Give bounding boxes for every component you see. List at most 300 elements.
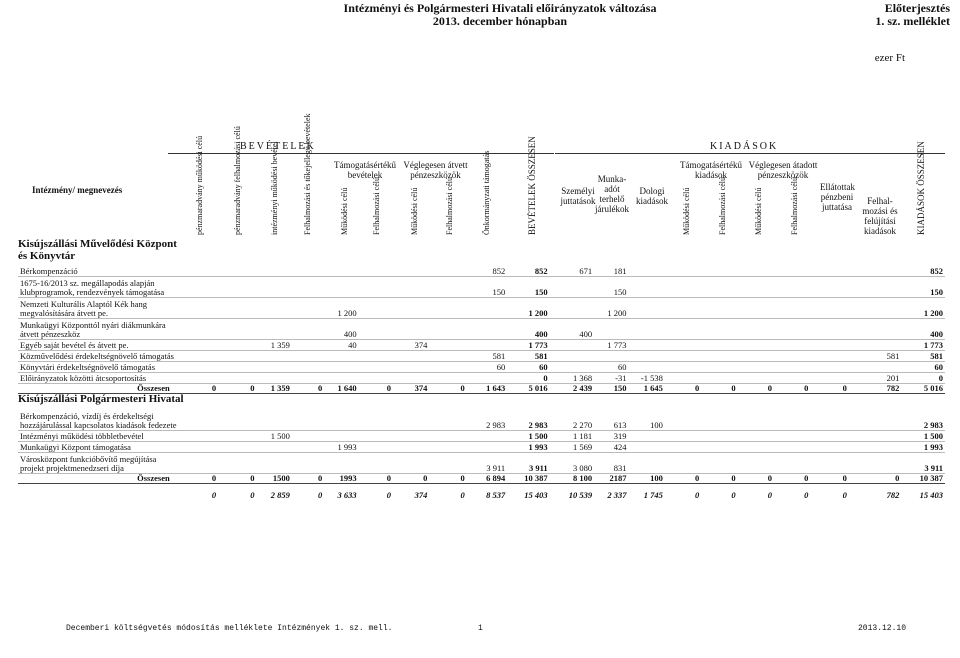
cell-value xyxy=(359,410,393,431)
cell-value xyxy=(292,362,324,373)
cell-value xyxy=(324,351,358,362)
total-value: 0 xyxy=(218,474,256,484)
cell-value xyxy=(550,362,594,373)
cell-value xyxy=(774,277,810,298)
row-label: Közművelődési érdekeltségnövelő támogatás xyxy=(18,351,180,362)
cell-value: 100 xyxy=(628,410,664,431)
cell-value: 150 xyxy=(507,277,549,298)
col-felhalmozasi-bevetelek: Felhalmozási és tőkejellegű bevételek xyxy=(303,113,312,235)
footer-date: 2013.12.10 xyxy=(858,624,907,633)
document-title xyxy=(260,2,740,28)
cell-value: 852 xyxy=(507,266,549,277)
cell-value xyxy=(324,373,358,384)
cell-value xyxy=(359,298,393,319)
cell-value: 1 569 xyxy=(550,442,594,453)
proposal-label: Előterjesztés xyxy=(884,1,950,15)
total-value: 10 387 xyxy=(507,474,549,484)
col-penzmaradvany-mukodesi: pénzmaradvány működési célú xyxy=(195,135,204,235)
cell-value: 1 500 xyxy=(901,431,945,442)
cell-value xyxy=(467,340,507,351)
cell-value xyxy=(257,319,292,340)
cell-value xyxy=(218,410,256,431)
row-label: Előirányzatok közötti átcsoportosítás xyxy=(18,373,180,384)
cell-value xyxy=(180,298,218,319)
total-value: 0 xyxy=(701,474,737,484)
row-label: Városközpont funkcióbővítő megújítása projekt projektmenedzseri díja xyxy=(18,453,180,474)
cell-value xyxy=(359,453,393,474)
total-value: 1993 xyxy=(324,474,358,484)
cell-value xyxy=(324,266,358,277)
col-atadott-felhalmozasi: Felhalmozási célú xyxy=(790,177,799,235)
total-value: 0 xyxy=(359,384,393,394)
cell-value xyxy=(218,319,256,340)
unit-label: ezer Ft xyxy=(874,52,905,64)
cell-value xyxy=(774,410,810,431)
total-value: 0 xyxy=(218,384,256,394)
cell-value xyxy=(429,351,466,362)
cell-value xyxy=(429,453,466,474)
col-felhalmozasi-felujitasi: Felhal-mozási és felújítási kiadások xyxy=(862,196,898,236)
cell-value xyxy=(180,277,218,298)
col-tam-mukodesi: Működési célú xyxy=(340,187,349,235)
section1-rows xyxy=(18,266,945,394)
cell-value xyxy=(810,373,848,384)
total-value: 1500 xyxy=(257,474,292,484)
col-tam-felhalmozasi: Felhalmozási célú xyxy=(372,177,381,235)
row-label: Munkaügyi Központtól nyári diákmunkára átvett pénzeszköz xyxy=(18,319,180,340)
cell-value: 1 368 xyxy=(550,373,594,384)
table-row xyxy=(18,319,945,340)
grand-total-value: 0 xyxy=(318,490,323,500)
grand-total-value: 2 337 xyxy=(607,490,627,500)
cell-value xyxy=(393,410,429,431)
cell-value: 613 xyxy=(594,410,628,431)
total-value: 0 xyxy=(292,384,324,394)
cell-value xyxy=(324,431,358,442)
total-value: 150 xyxy=(594,384,628,394)
cell-value xyxy=(701,373,737,384)
cell-value xyxy=(359,362,393,373)
table-row xyxy=(18,351,945,362)
total-value: 374 xyxy=(393,384,429,394)
cell-value xyxy=(218,351,256,362)
cell-value: 852 xyxy=(467,266,507,277)
cell-value xyxy=(701,298,737,319)
grand-total-value: 0 xyxy=(767,490,773,500)
total-value: 2 439 xyxy=(550,384,594,394)
cell-value xyxy=(774,266,810,277)
total-value: 0 xyxy=(665,384,701,394)
col-atvett-felhalmozasi: Felhalmozási célú xyxy=(445,177,454,235)
cell-value xyxy=(628,362,664,373)
cell-value: 1 200 xyxy=(507,298,549,319)
cell-value xyxy=(429,431,466,442)
cell-value xyxy=(774,442,810,453)
cell-value xyxy=(467,298,507,319)
cell-value xyxy=(429,373,466,384)
cell-value xyxy=(594,351,628,362)
cell-value xyxy=(810,351,848,362)
expense-rule xyxy=(555,153,945,154)
cell-value xyxy=(738,340,774,351)
cell-value: 2 983 xyxy=(467,410,507,431)
row-label: Könyvtári érdekeltségnövelő támogatás xyxy=(18,362,180,373)
cell-value xyxy=(180,453,218,474)
table-row xyxy=(18,362,945,373)
cell-value xyxy=(810,319,848,340)
cell-value xyxy=(292,319,324,340)
cell-value xyxy=(180,266,218,277)
table-row xyxy=(18,277,945,298)
cell-value: 3 911 xyxy=(507,453,549,474)
cell-value: 0 xyxy=(507,373,549,384)
cell-value xyxy=(180,351,218,362)
cell-value xyxy=(359,266,393,277)
cell-value xyxy=(218,266,256,277)
cell-value xyxy=(218,277,256,298)
cell-value xyxy=(738,362,774,373)
cell-value: 1 200 xyxy=(901,298,945,319)
cell-value xyxy=(701,319,737,340)
table-row xyxy=(18,410,945,431)
grand-total-value: 0 xyxy=(842,490,847,500)
total-value: 0 xyxy=(429,474,466,484)
cell-value xyxy=(218,453,256,474)
cell-value xyxy=(393,442,429,453)
total-value: 0 xyxy=(774,474,810,484)
cell-value xyxy=(738,277,774,298)
cell-value xyxy=(701,442,737,453)
cell-value xyxy=(810,431,848,442)
grand-total-value: 2 859 xyxy=(270,490,290,500)
col-szemelyi-juttatasok: Személyi juttatások xyxy=(560,186,596,206)
total-value: 2187 xyxy=(594,474,628,484)
cell-value: 60 xyxy=(594,362,628,373)
grand-total-value: 0 xyxy=(804,490,809,500)
cell-value xyxy=(180,319,218,340)
total-label: Összesen xyxy=(18,474,180,484)
cell-value xyxy=(180,410,218,431)
cell-value xyxy=(292,351,324,362)
cell-value xyxy=(429,362,466,373)
cell-value: 424 xyxy=(594,442,628,453)
cell-value: 831 xyxy=(594,453,628,474)
data-table xyxy=(18,266,945,500)
grand-total-value: 374 xyxy=(414,490,428,500)
cell-value: 60 xyxy=(467,362,507,373)
grand-total-value: 0 xyxy=(250,490,255,500)
cell-value xyxy=(849,319,902,340)
cell-value xyxy=(324,410,358,431)
cell-value: -1 538 xyxy=(628,373,664,384)
cell-value xyxy=(665,431,701,442)
table-row xyxy=(18,453,945,474)
cell-value xyxy=(359,277,393,298)
cell-value xyxy=(738,319,774,340)
expense-group-title: KIADÁSOK xyxy=(710,141,779,152)
cell-value: 1 500 xyxy=(507,431,549,442)
cell-value xyxy=(257,351,292,362)
total-value: 6 894 xyxy=(467,474,507,484)
cell-value xyxy=(393,319,429,340)
cell-value xyxy=(810,340,848,351)
cell-value xyxy=(550,277,594,298)
cell-value xyxy=(257,362,292,373)
cell-value xyxy=(257,453,292,474)
cell-value xyxy=(774,431,810,442)
cell-value xyxy=(429,442,466,453)
cell-value xyxy=(628,277,664,298)
cell-value xyxy=(467,442,507,453)
cell-value xyxy=(810,362,848,373)
col-ellatottak: Ellátottak pénzbeni juttatása xyxy=(820,182,855,212)
cell-value xyxy=(393,298,429,319)
cell-value xyxy=(257,373,292,384)
cell-value xyxy=(738,373,774,384)
grand-total-value: 0 xyxy=(211,490,217,500)
cell-value xyxy=(849,442,902,453)
col-munkaado-jarulekok: Munka-adót terhelő járulékok xyxy=(595,174,629,214)
row-label: Nemzeti Kulturális Alaptól Kék hang megvalósítására átvett pe. xyxy=(18,298,180,319)
cell-value: 1 200 xyxy=(594,298,628,319)
cell-value xyxy=(628,340,664,351)
grand-total-value: 782 xyxy=(886,490,900,500)
grand-total-value: 0 xyxy=(731,490,736,500)
cell-value xyxy=(774,453,810,474)
cell-value xyxy=(665,442,701,453)
grand-total-value: 1 745 xyxy=(643,490,663,500)
cell-value xyxy=(257,277,292,298)
total-value: 0 xyxy=(292,474,324,484)
cell-value: 150 xyxy=(594,277,628,298)
total-value: 5 016 xyxy=(507,384,549,394)
page-number: 1 xyxy=(478,624,483,633)
col-atvett-mukodesi: Működési célú xyxy=(410,187,419,235)
cell-value: 2 983 xyxy=(901,410,945,431)
cell-value: 1 993 xyxy=(901,442,945,453)
grand-total-rows xyxy=(18,484,945,501)
cell-value xyxy=(257,442,292,453)
cell-value xyxy=(701,410,737,431)
grand-total-value: 0 xyxy=(695,490,700,500)
cell-value xyxy=(701,266,737,277)
cell-value xyxy=(810,298,848,319)
cell-value xyxy=(292,410,324,431)
cell-value xyxy=(665,453,701,474)
cell-value: 374 xyxy=(393,340,429,351)
cell-value: 3 080 xyxy=(550,453,594,474)
col-veglegesen-atadott: Véglegesen átadott pénzeszközök xyxy=(748,160,818,180)
cell-value: 1 200 xyxy=(324,298,358,319)
cell-value: 1 993 xyxy=(507,442,549,453)
cell-value: 400 xyxy=(901,319,945,340)
cell-value xyxy=(180,442,218,453)
cell-value xyxy=(324,362,358,373)
total-value: 0 xyxy=(393,474,429,484)
cell-value xyxy=(665,266,701,277)
cell-value: 1 181 xyxy=(550,431,594,442)
cell-value xyxy=(393,453,429,474)
cell-value: 60 xyxy=(901,362,945,373)
total-row xyxy=(18,384,945,394)
cell-value xyxy=(810,410,848,431)
cell-value xyxy=(701,277,737,298)
col-veglegesen-atvett: Véglegesen átvett pénzeszközök xyxy=(403,160,468,180)
cell-value: 400 xyxy=(550,319,594,340)
table-row xyxy=(18,431,945,442)
row-label: 1675-16/2013 sz. megállapodás alapján klubprogramok, rendezvények támogatása xyxy=(18,277,180,298)
total-value: 8 100 xyxy=(550,474,594,484)
cell-value xyxy=(774,351,810,362)
cell-value xyxy=(849,362,902,373)
title-line-1: Intézményi és Polgármesteri Hivatali előirányzatok változása xyxy=(343,1,657,15)
cell-value: 581 xyxy=(901,351,945,362)
col-kiadasok-osszesen: KIADÁSOK ÖSSZESEN xyxy=(916,141,926,235)
cell-value xyxy=(594,319,628,340)
row-label: Munkaügyi Központ támogatása xyxy=(18,442,180,453)
cell-value xyxy=(292,373,324,384)
footer-note: Decemberi költségvetés módosítás melléklete Intézmények 1. sz. mell. xyxy=(66,624,393,633)
cell-value xyxy=(738,351,774,362)
cell-value xyxy=(359,373,393,384)
cell-value xyxy=(774,319,810,340)
col-tamogatasertek-kiadasok: Támogatásértékű kiadások xyxy=(680,160,742,180)
cell-value xyxy=(810,277,848,298)
col-intezmenyi-bevetel: intézményi működési bevétel xyxy=(270,141,279,235)
total-value: 0 xyxy=(738,384,774,394)
cell-value xyxy=(665,277,701,298)
cell-value xyxy=(550,298,594,319)
cell-value: 1 993 xyxy=(324,442,358,453)
row-label: Bérkompenzáció, vízdíj és érdekeltségi hozzájárulással kapcsolatos kiadások fedezete xyxy=(18,410,180,431)
cell-value xyxy=(218,298,256,319)
cell-value xyxy=(665,340,701,351)
grand-total-value: 10 539 xyxy=(568,490,593,500)
cell-value xyxy=(665,362,701,373)
total-value: 1 643 xyxy=(467,384,507,394)
cell-value xyxy=(218,340,256,351)
total-value: 1 640 xyxy=(324,384,358,394)
cell-value xyxy=(393,266,429,277)
cell-value xyxy=(292,277,324,298)
col-tkiad-felhalmozasi: Felhalmozási célú xyxy=(718,177,727,235)
cell-value xyxy=(292,442,324,453)
cell-value xyxy=(550,340,594,351)
total-value: 782 xyxy=(849,384,902,394)
total-value: 0 xyxy=(180,474,218,484)
cell-value: 400 xyxy=(324,319,358,340)
cell-value: 400 xyxy=(507,319,549,340)
cell-value: 0 xyxy=(901,373,945,384)
total-value: 0 xyxy=(429,384,466,394)
cell-value xyxy=(467,319,507,340)
grand-total-value: 0 xyxy=(460,490,465,500)
revenue-group-title: BEVÉTELEK xyxy=(240,141,316,152)
total-value: 5 016 xyxy=(901,384,945,394)
total-value: 0 xyxy=(359,474,393,484)
cell-value xyxy=(429,410,466,431)
col-tamogatasertek-bevetelek: Támogatásértékű bevételek xyxy=(334,160,396,180)
cell-value: 852 xyxy=(901,266,945,277)
total-value: 0 xyxy=(738,474,774,484)
cell-value xyxy=(849,410,902,431)
cell-value xyxy=(701,351,737,362)
title-line-2: 2013. december hónapban xyxy=(432,14,568,28)
total-value: 0 xyxy=(774,384,810,394)
table-row xyxy=(18,442,945,453)
cell-value: 581 xyxy=(467,351,507,362)
cell-value xyxy=(774,298,810,319)
cell-value xyxy=(429,277,466,298)
table-row xyxy=(18,373,945,384)
cell-value xyxy=(701,453,737,474)
grand-total-value: 15 403 xyxy=(524,490,548,500)
cell-value: 181 xyxy=(594,266,628,277)
cell-value xyxy=(738,410,774,431)
cell-value xyxy=(810,453,848,474)
grand-total-value: 3 633 xyxy=(337,490,357,500)
cell-value xyxy=(738,442,774,453)
grand-total-row xyxy=(18,484,945,501)
table-row xyxy=(18,266,945,277)
cell-value xyxy=(359,431,393,442)
cell-value xyxy=(810,442,848,453)
cell-value: 671 xyxy=(550,266,594,277)
cell-value: 60 xyxy=(507,362,549,373)
cell-value xyxy=(324,277,358,298)
cell-value xyxy=(665,298,701,319)
cell-value xyxy=(628,319,664,340)
cell-value xyxy=(180,362,218,373)
cell-value xyxy=(665,319,701,340)
cell-value xyxy=(218,431,256,442)
cell-value xyxy=(429,266,466,277)
cell-value xyxy=(665,351,701,362)
cell-value xyxy=(467,431,507,442)
cell-value xyxy=(393,431,429,442)
cell-value xyxy=(393,362,429,373)
total-value: 0 xyxy=(810,384,848,394)
cell-value: -31 xyxy=(594,373,628,384)
cell-value: 1 773 xyxy=(507,340,549,351)
cell-value: 1 500 xyxy=(257,431,292,442)
cell-value xyxy=(810,266,848,277)
col-tkiad-mukodesi: Működési célú xyxy=(682,187,691,235)
cell-value xyxy=(359,319,393,340)
cell-value xyxy=(467,373,507,384)
col-dologi-kiadasok: Dologi kiadások xyxy=(636,186,668,206)
cell-value xyxy=(257,266,292,277)
cell-value xyxy=(701,340,737,351)
revenue-rule xyxy=(168,153,554,154)
cell-value xyxy=(849,453,902,474)
cell-value xyxy=(359,351,393,362)
cell-value xyxy=(292,453,324,474)
name-column-header: Intézmény/ megnevezés xyxy=(32,185,123,195)
cell-value: 3 911 xyxy=(901,453,945,474)
cell-value: 2 983 xyxy=(507,410,549,431)
cell-value xyxy=(393,277,429,298)
total-value: 0 xyxy=(810,474,848,484)
total-value: 0 xyxy=(701,384,737,394)
cell-value xyxy=(218,373,256,384)
cell-value xyxy=(324,453,358,474)
cell-value xyxy=(429,298,466,319)
cell-value xyxy=(393,373,429,384)
total-value: 1 359 xyxy=(257,384,292,394)
cell-value xyxy=(665,410,701,431)
col-bevetelek-osszesen: BEVÉTELEK ÖSSZESEN xyxy=(527,136,537,235)
